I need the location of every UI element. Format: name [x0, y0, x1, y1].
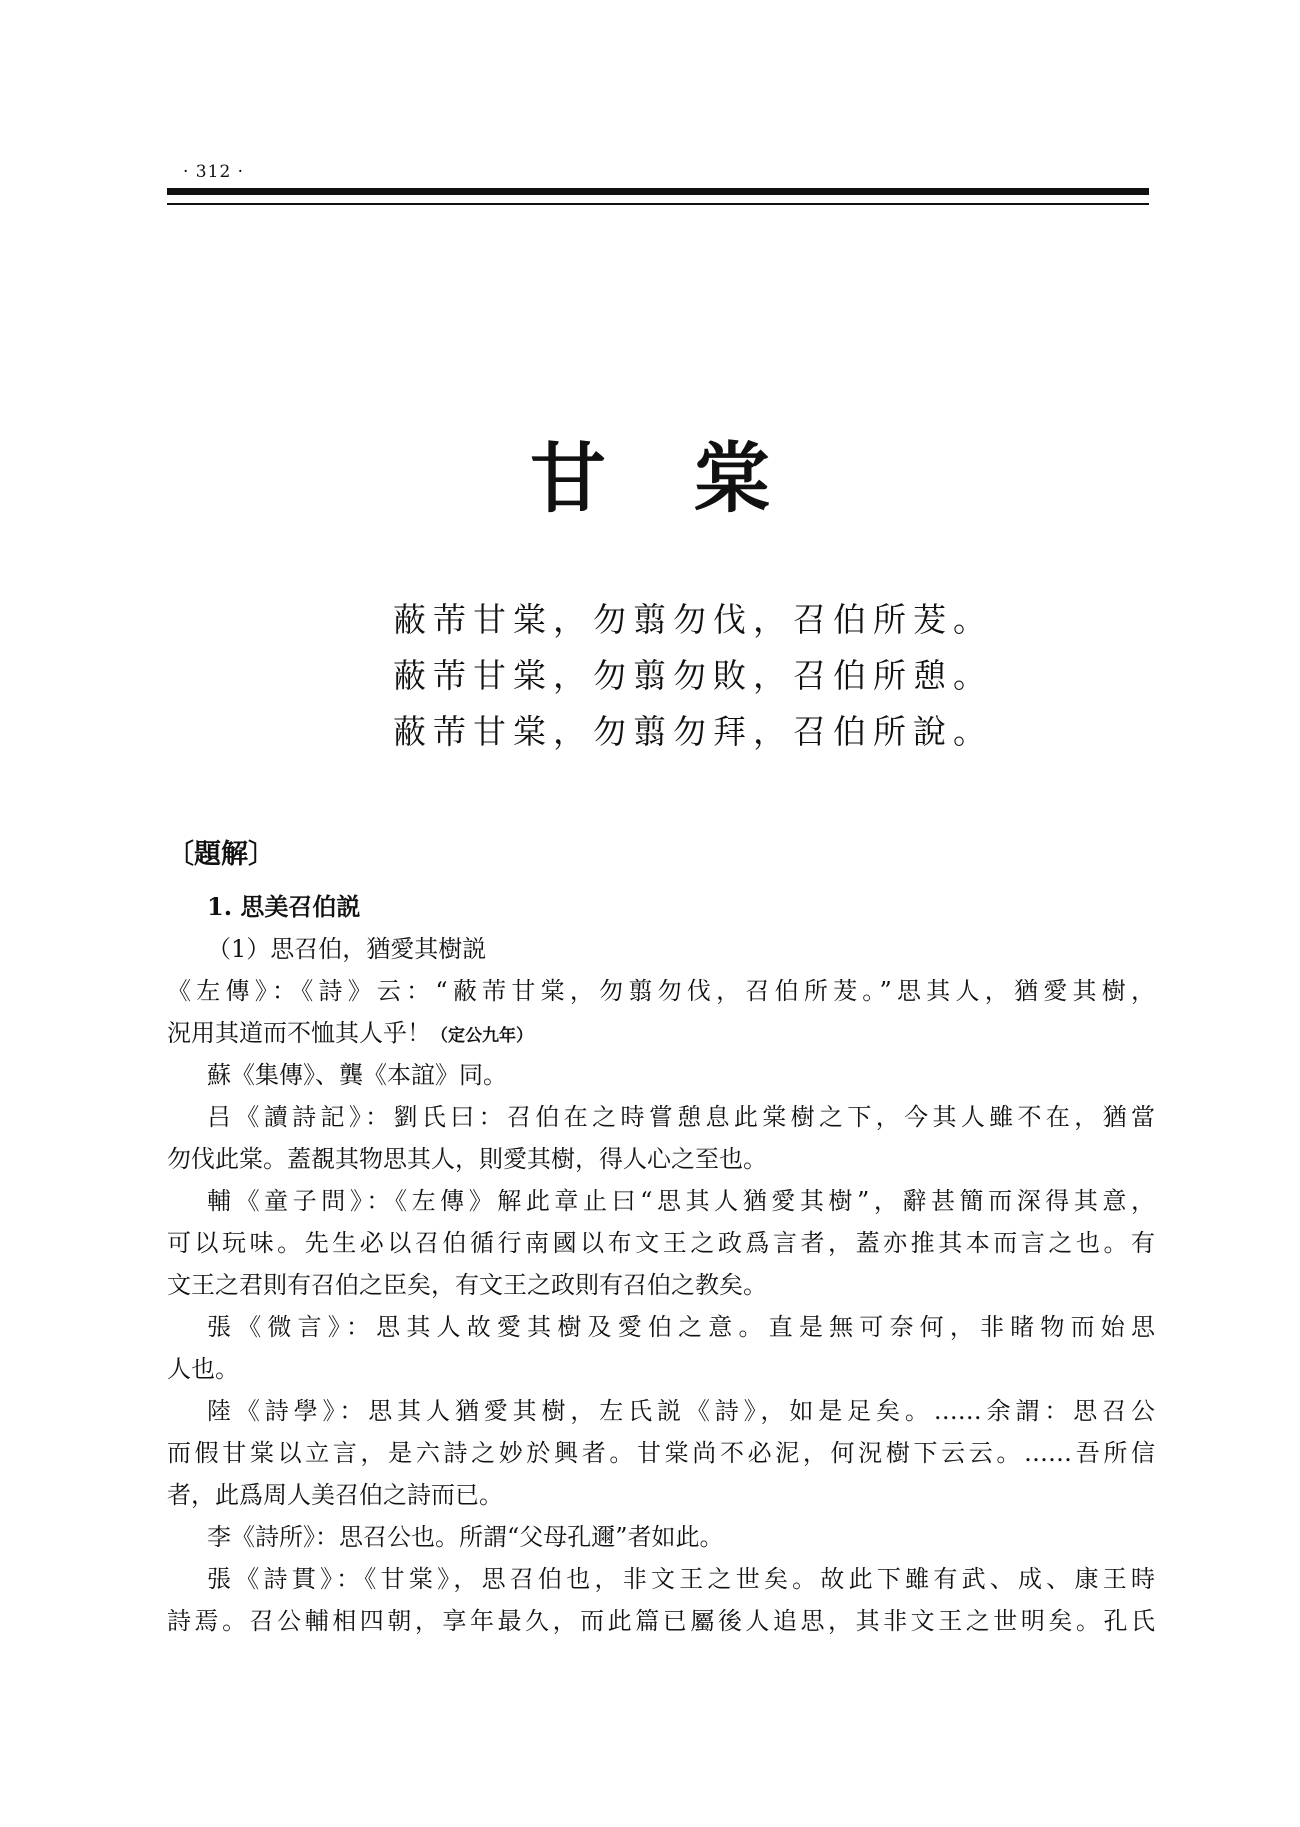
commentary-body — [167, 886, 1155, 1642]
text-span: 況用其道而不恤其人乎！ — [167, 1019, 431, 1047]
text-line: 陸《詩學》：思其人猶愛其樹，左氏説《詩》，如是足矣。……余謂：思召公 — [207, 1397, 1155, 1425]
subheading: 1. 思美召伯説 — [207, 892, 361, 921]
text-line: 勿伐此棠。蓋覩其物思其人，則愛其樹，得人心之至也。 — [167, 1145, 767, 1173]
poem — [393, 592, 993, 760]
title-char-2: 棠 — [694, 434, 770, 523]
text-line: 人也。 — [167, 1355, 239, 1383]
text-line: 可以玩味。先生必以召伯循行南國以布文王之政爲言者，蓋亦推其本而言之也。有 — [167, 1229, 1155, 1257]
header-rule-thin — [167, 203, 1149, 205]
text-line: 吕《讀詩記》：劉氏曰：召伯在之時嘗憩息此棠樹之下，今其人雖不在，猶當 — [207, 1103, 1155, 1131]
poem-line: 蔽芾甘棠，勿翦勿伐，召伯所茇。 — [393, 600, 993, 639]
text-line: 張《詩貫》：《甘棠》，思召伯也，非文王之世矣。故此下雖有武、成、康王時 — [207, 1565, 1155, 1593]
text-line: 而假甘棠以立言，是六詩之妙於興者。甘棠尚不必泥，何況樹下云云。……吾所信 — [167, 1439, 1155, 1467]
title-char-1: 甘 — [530, 434, 606, 523]
page-number: · 312 · — [183, 162, 245, 182]
section-heading: 〔題解〕 — [167, 839, 275, 870]
text-line: 輔《童子問》：《左傳》解此章止曰“思其人猶愛其樹”，辭甚簡而深得其意， — [207, 1187, 1155, 1215]
text-line: 李《詩所》：思召公也。所謂“父母孔邇”者如此。 — [207, 1523, 724, 1551]
text-line: 詩焉。召公輔相四朝，享年最久，而此篇已屬後人追思，其非文王之世明矣。孔氏 — [167, 1607, 1155, 1635]
header-rule-thick — [167, 188, 1149, 195]
subheading: （1）思召伯，猶愛其樹説 — [207, 935, 487, 963]
text-line: 文王之君則有召伯之臣矣，有文王之政則有召伯之教矣。 — [167, 1271, 767, 1299]
text-line: 者，此爲周人美召伯之詩而已。 — [167, 1481, 503, 1509]
poem-line: 蔽芾甘棠，勿翦勿敗，召伯所憩。 — [393, 656, 993, 695]
poem-line: 蔽芾甘棠，勿翦勿拜，召伯所說。 — [393, 712, 993, 751]
text-line: 《左傳》：《詩》云：“蔽芾甘棠，勿翦勿伐，召伯所茇。”思其人，猶愛其樹， — [167, 977, 1155, 1005]
text-line: 張《微言》：思其人故愛其樹及愛伯之意。直是無可奈何，非睹物而始思 — [207, 1313, 1155, 1341]
text-line: 蘇《集傳》、龔《本誼》同。 — [207, 1061, 507, 1089]
citation-note: （定公九年） — [431, 1026, 533, 1046]
text-line — [167, 1012, 1155, 1054]
page-title — [0, 418, 1300, 527]
